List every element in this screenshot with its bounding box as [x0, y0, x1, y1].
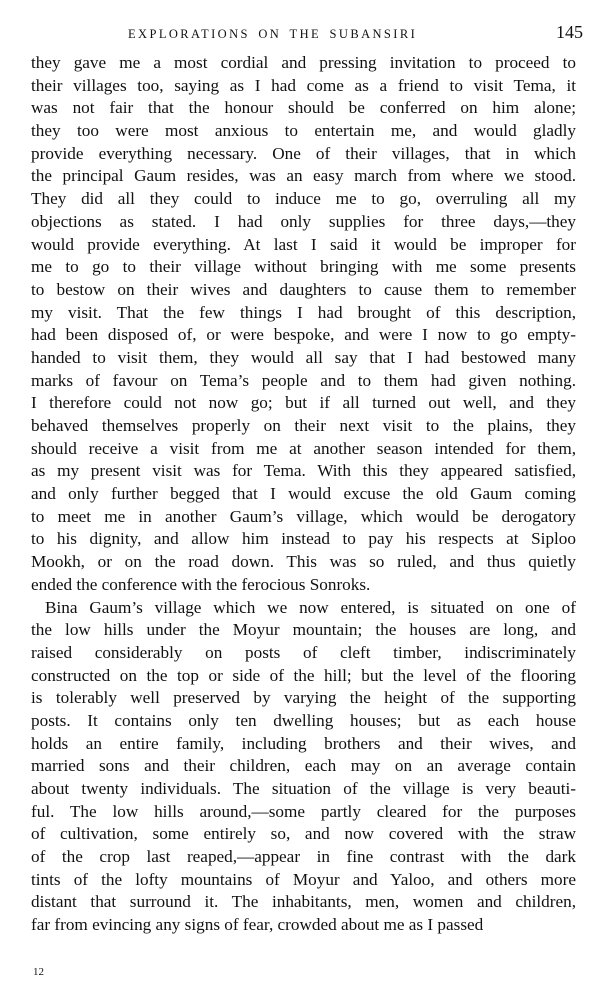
- body-text: [31, 52, 576, 937]
- text-line: as my present visit was for Tema. With this they appeared satisfied,: [31, 461, 576, 481]
- running-head: [0, 22, 600, 46]
- text-line: should receive a visit from me at another season intended for them,: [31, 438, 576, 458]
- text-line: of cultivation, some entirely so, and now covered with the straw: [31, 824, 576, 844]
- text-line: married sons and their children, each may on an average contain: [31, 756, 576, 776]
- text-line: I therefore could not now go; but if all turned out well, and they: [31, 393, 576, 413]
- text-line: posts. It contains only ten dwelling houses; but as each house: [31, 710, 576, 730]
- page-number: 145: [556, 22, 583, 42]
- text-line: constructed on the top or side of the hill; but the level of the flooring: [31, 665, 576, 685]
- text-line: provide everything necessary. One of their villages, that in which: [31, 143, 576, 163]
- text-line: Mookh, or on the road down. This was so ruled, and thus quietly: [31, 552, 576, 572]
- text-line: behaved themselves properly on their next visit to the plains, they: [31, 416, 576, 435]
- text-line: the low hills under the Moyur mountain; the houses are long, and: [31, 620, 576, 640]
- text-line: to bestow on their wives and daughters to cause them to remember: [31, 279, 576, 299]
- text-line: would provide everything. At last I said it would be improper for: [31, 234, 576, 254]
- text-line: ended the conference with the ferocious Sonroks.: [31, 574, 371, 594]
- text-line: they gave me a most cordial and pressing invitation to proceed to: [31, 53, 576, 72]
- text-line: about twenty individuals. The situation of the village is very beauti-: [31, 779, 576, 798]
- text-line: of the crop last reaped,—appear in fine contrast with the dark: [31, 847, 576, 867]
- text-line: is tolerably well preserved by varying the height of the supporting: [31, 688, 576, 708]
- text-line: was not fair that the honour should be conferred on him alone;: [31, 98, 576, 118]
- running-title: EXPLORATIONS ON THE SUBANSIRI: [128, 27, 418, 41]
- text-line: had been disposed of, or were bespoke, and were I now to go empty-: [31, 325, 576, 345]
- text-line: they too were most anxious to entertain me, and would gladly: [31, 121, 576, 141]
- text-line: objections as stated. I had only supplies for three days,—they: [31, 211, 576, 231]
- text-line: their villages too, saying as I had come as a friend to visit Tema, it: [31, 75, 576, 95]
- text-line: far from evincing any signs of fear, crowded about me as I passed: [31, 915, 484, 935]
- text-line: ful. The low hills around,—some partly cleared for the purposes: [31, 801, 576, 821]
- text-line: handed to visit them, they would all say that I had bestowed many: [31, 347, 576, 367]
- text-line: marks of favour on Tema’s people and to them had given nothing.: [31, 370, 576, 390]
- text-line: distant that surround it. The inhabitants, men, women and children,: [31, 892, 576, 912]
- text-line: tints of the lofty mountains of Moyur and Yaloo, and others more: [31, 869, 576, 889]
- text-line: Bina Gaum’s village which we now entered, is situated on one of: [45, 597, 576, 617]
- text-line: holds an entire family, including brothers and their wives, and: [31, 733, 576, 753]
- text-line: me to go to their village without bringing with me some presents: [31, 257, 576, 277]
- text-line: and only further begged that I would excuse the old Gaum coming: [31, 484, 576, 504]
- text-line: the principal Gaum resides, was an easy march from where we stood.: [31, 166, 576, 186]
- text-line: to meet me in another Gaum’s village, which would be derogatory: [31, 506, 576, 526]
- text-line: to his dignity, and allow him instead to pay his respects at Siploo: [31, 529, 576, 549]
- text-line: They did all they could to induce me to go, overruling all my: [31, 189, 576, 209]
- text-line: raised considerably on posts of cleft timber, indiscriminately: [31, 642, 576, 662]
- signature-mark: 12: [33, 966, 44, 978]
- text-line: my visit. That the few things I had brought of this description,: [31, 302, 576, 322]
